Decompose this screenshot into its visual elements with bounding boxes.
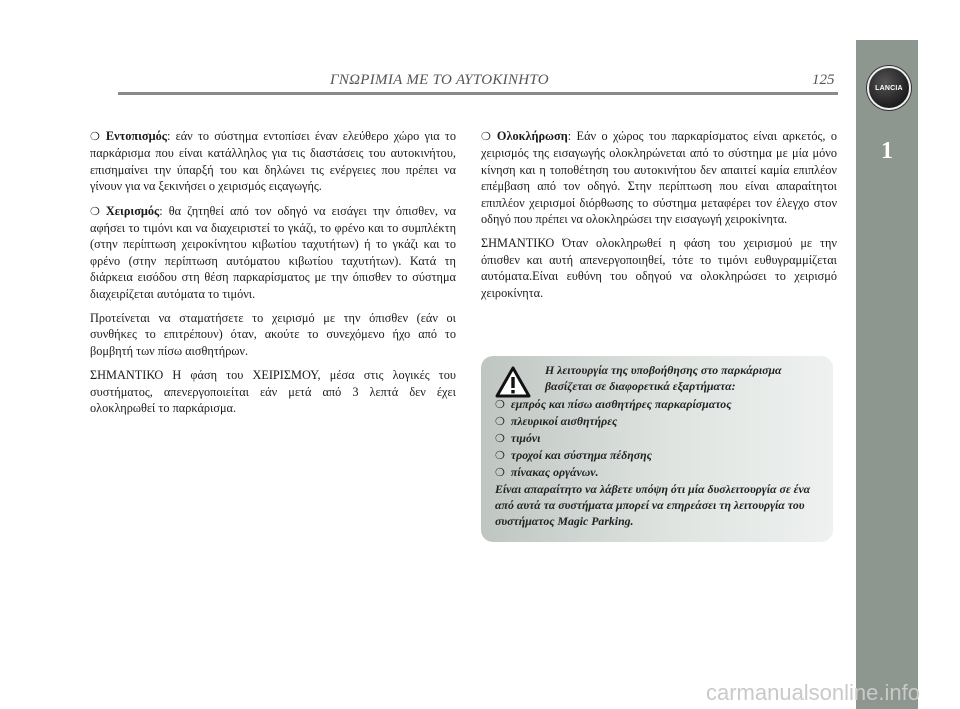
watermark: carmanualsonline.info [705, 680, 920, 705]
warning-item-text: τροχοί και σύστημα πέδησης [510, 448, 652, 462]
paragraph-completion [481, 128, 837, 227]
warning-heading: Η λειτουργία της υποβοήθησης στο παρκάρισμα βασίζεται σε διαφορετικά εξαρτήματα: [545, 363, 782, 393]
term-completion: Ολοκλήρωση [496, 129, 568, 143]
page-number: 125 [812, 72, 835, 88]
text-maneuver: : θα ζητηθεί από τον οδηγό να εισάγει την όπισθεν, να αφήσει το τιμόνι και να διαχειριστεί το γκάζι, το φρένο και το συμπλέκτη (στην περίπτωση χειροκίνητου κιβωτίου ταχυτήτων) ή το γκάζι και το φρένο (στην περίπτωση αυτόματου κιβωτίου ταχυτήτων). Κατά τη διάρκεια εισόδου στη θέση παρκαρίσματος με την όπισθεν το σύστημα διαχειρίζεται αυτόματα το τιμόνι. [90, 203, 456, 301]
warning-footer: Είναι απαραίτητο να λάβετε υπόψη ότι μία δυσλειτουργία σε ένα από αυτά τα συστήματα μπορεί να επηρεάσει τη λειτουργία του συστήματος Magic Parking. [495, 482, 811, 528]
warning-item-text: τιμόνι [510, 431, 541, 445]
warning-list-item [495, 413, 825, 430]
bullet-icon: ❍ [495, 432, 505, 445]
bullet-icon: ❍ [495, 466, 505, 479]
bullet-icon: ❍ [481, 130, 491, 143]
header-rule [88, 92, 838, 95]
page-header-title: ΓΝΩΡΙΜΙΑ ΜΕ ΤΟ ΑΥΤΟΚΙΝΗΤΟ [330, 72, 549, 88]
term-maneuver: Χειρισμός [105, 203, 160, 218]
warning-box [481, 356, 833, 542]
warning-item-text: πίνακας οργάνων. [510, 465, 599, 479]
right-column [481, 128, 837, 309]
logo-text: LANCIA [875, 84, 903, 92]
term-detection: Εντοπισμός [105, 129, 167, 143]
warning-text [495, 362, 825, 529]
text-detection: : εάν το σύστημα εντοπίσει έναν ελεύθερο χώρο για το παρκάρισμα που είναι κατάλληλος για τις διαστάσεις του αυτοκινήτου, επισημαίνει την ύπαρξή του και δηλώνει τις ενέργειες που πρέπει να γίνουν για να ξεκινήσει ο χειρισμός ειςαγωγής. [90, 129, 456, 194]
text-completion: : Εάν ο χώρος του παρκαρίσματος είναι αρκετός, ο χειρισμός της εισαγωγής ολοκληρώνεται από το σύστημα με μία μόνο κίνηση και η τοποθέτηση του αυτοκινήτου δεν απαιτεί καμία επιπλέον επέμβαση από τον οδηγό. Στην περίπτωση που είναι απαραίτητοι επιπλέον χειρισμοί διόρθωσης το σύστημα μεταφέρει τον έλεγχο στον οδηγό που πρέπει να ολοκληρώσει την εισαγωγή χειροκίνητα. [481, 129, 837, 227]
warning-list-item [495, 464, 825, 481]
bullet-icon: ❍ [90, 130, 100, 143]
paragraph-maneuver [90, 203, 456, 302]
paragraph-important-right: ΣΗΜΑΝΤΙΚΟ Όταν ολοκληρωθεί η φάση του χειρισμού με την όπισθεν και αυτή απενεργοποιηθεί, τότε το τιμόνι ευθυγραμμίζεται αυτόματα.Είναι ευθύνη του οδηγού να ολοκληρώσει το χειρισμό χειροκίνητα. [481, 236, 837, 300]
paragraph-detection [90, 128, 456, 195]
left-column [90, 128, 456, 425]
chapter-number: 1 [881, 138, 893, 164]
warning-list-item [495, 430, 825, 447]
paragraph-important-left: ΣΗΜΑΝΤΙΚΟ Η φάση του ΧΕΙΡΙΣΜΟΥ, μέσα στις λογικές του συστήματος, απενεργοποιείται εάν μετά από 3 λεπτά δεν έχει ολοκληρωθεί το παρκάρισμα. [90, 368, 456, 416]
warning-list-item [495, 396, 825, 413]
lancia-logo-icon [867, 66, 911, 110]
bullet-icon: ❍ [90, 204, 100, 218]
bullet-icon: ❍ [495, 398, 505, 411]
warning-item-text: πλευρικοί αισθητήρες [510, 414, 618, 428]
bullet-icon: ❍ [495, 415, 505, 428]
warning-list-item [495, 447, 825, 464]
bullet-icon: ❍ [495, 449, 505, 462]
paragraph-recommendation: Προτείνεται να σταματήσετε το χειρισμό με την όπισθεν (εάν οι συνθήκες το επιτρέπουν) όταν, ακούτε το συνεχόμενο ήχο από το βομβητή των πίσω αισθητήρων. [90, 311, 456, 358]
warning-item-text: εμπρός και πίσω αισθητήρες παρκαρίσματος [510, 397, 732, 411]
